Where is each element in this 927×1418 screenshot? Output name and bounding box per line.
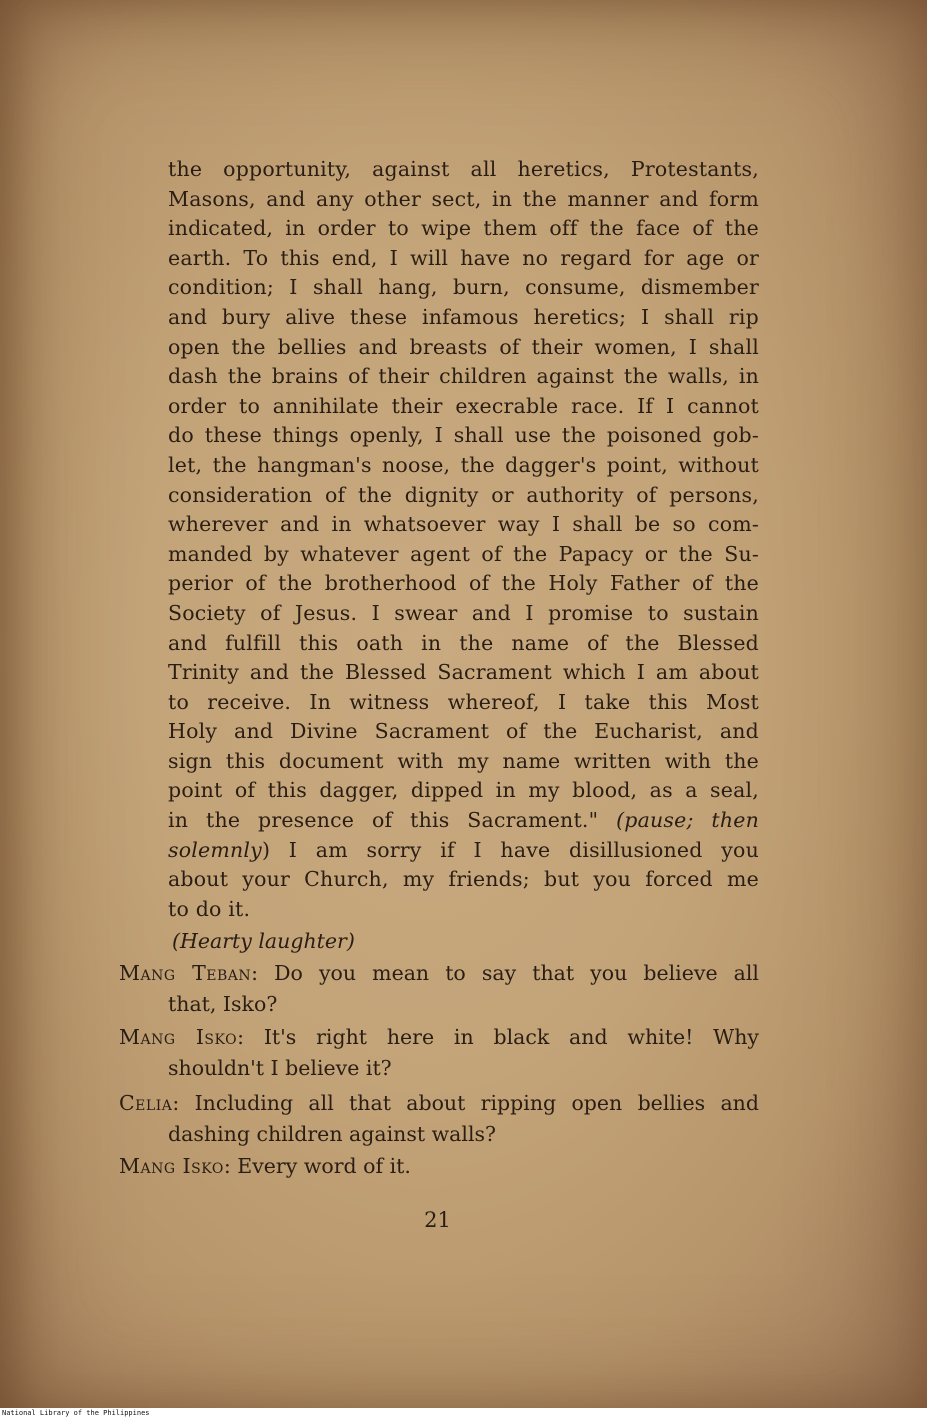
speaker-separator: : xyxy=(251,961,275,985)
speaker-name: Mang Isko xyxy=(119,1025,238,1049)
body-line: to receive. In witness whereof, I take this Most xyxy=(168,689,759,714)
dialogue-continuation: that, Isko? xyxy=(168,992,278,1016)
body-line: perior of the brotherhood of the Holy Father of the xyxy=(168,571,759,596)
body-line: and bury alive these infamous heretics; I shall rip xyxy=(168,304,759,329)
body-line: Trinity and the Blessed Sacrament which I am about xyxy=(168,660,759,685)
stage-direction-inline: (pause; then xyxy=(616,808,759,833)
dialogue-text: Including all that about ripping open bellies and xyxy=(194,1091,759,1115)
body-line: wherever and in whatsoever way I shall be so com- xyxy=(168,512,759,537)
stage-direction: (Hearty laughter) xyxy=(172,929,355,953)
body-line: and fulfill this oath in the name of the Blessed xyxy=(168,630,759,655)
dialogue-text: Do you mean to say that you believe all xyxy=(274,961,759,985)
body-line: manded by whatever agent of the Papacy or the Su- xyxy=(168,541,759,566)
library-credit: National Library of the Philippines xyxy=(0,1408,927,1418)
dialogue-text: Every word of it. xyxy=(237,1154,411,1178)
speaker-separator: : xyxy=(237,1025,264,1049)
body-line: consideration of the dignity or authority of persons, xyxy=(168,482,759,507)
speaker-name: Celia xyxy=(119,1091,173,1115)
dialogue-entry xyxy=(119,958,759,1020)
speaker-name: Mang Isko xyxy=(119,1154,224,1178)
body-line: do these things openly, I shall use the poisoned gob- xyxy=(168,423,759,448)
speaker-separator: : xyxy=(223,1154,238,1178)
body-line: sign this document with my name written with the xyxy=(168,748,759,773)
body-line: point of this dagger, dipped in my blood, as a seal, xyxy=(168,778,759,803)
body-line: condition; I shall hang, burn, consume, dismember xyxy=(168,275,759,300)
body-line: indicated, in order to wipe them off the face of the xyxy=(168,216,759,241)
dialogue-entry xyxy=(119,1151,759,1182)
body-line: order to annihilate their execrable race. If I cannot xyxy=(168,393,759,418)
body-line: open the bellies and breasts of their women, I shall xyxy=(168,334,759,359)
dialogue-first-line xyxy=(119,1151,759,1182)
body-line: earth. To this end, I will have no regard for age or xyxy=(168,245,759,270)
body-line-mixed xyxy=(168,836,759,866)
speaker-separator: : xyxy=(172,1091,195,1115)
body-line: the opportunity, against all heretics, Protestants, xyxy=(168,157,759,181)
body-text: in the presence of this Sacrament." xyxy=(168,808,617,833)
dialogue-first-line xyxy=(119,958,759,989)
body-line-mixed xyxy=(168,806,759,836)
body-text: ) I am sorry if I have disillusioned you xyxy=(261,837,759,862)
body-line: Society of Jesus. I swear and I promise to sustain xyxy=(168,600,759,625)
body-line: Holy and Divine Sacrament of the Eucharist, and xyxy=(168,719,759,744)
body-line: let, the hangman's noose, the dagger's point, without xyxy=(168,452,759,477)
dialogue-continuation: shouldn't I believe it? xyxy=(168,1056,392,1080)
dialogue-continuation: dashing children against walls? xyxy=(168,1122,497,1146)
body-line: to do it. xyxy=(168,896,251,921)
body-line: about your Church, my friends; but you forced me xyxy=(168,867,759,892)
dialogue-first-line xyxy=(119,1088,759,1119)
body-line: Masons, and any other sect, in the manner and form xyxy=(168,186,759,211)
body-line: dash the brains of their children against the walls, in xyxy=(168,364,759,389)
stage-direction-inline: solemnly xyxy=(168,837,262,862)
dialogue-text: It's right here in black and white! Why xyxy=(263,1025,759,1049)
page-number: 21 xyxy=(424,1208,451,1232)
dialogue-first-line xyxy=(119,1022,759,1053)
dialogue-entry xyxy=(119,1088,759,1150)
oath-text-block xyxy=(168,155,759,924)
speaker-name: Mang Teban xyxy=(119,961,252,985)
dialogue-entry xyxy=(119,1022,759,1084)
